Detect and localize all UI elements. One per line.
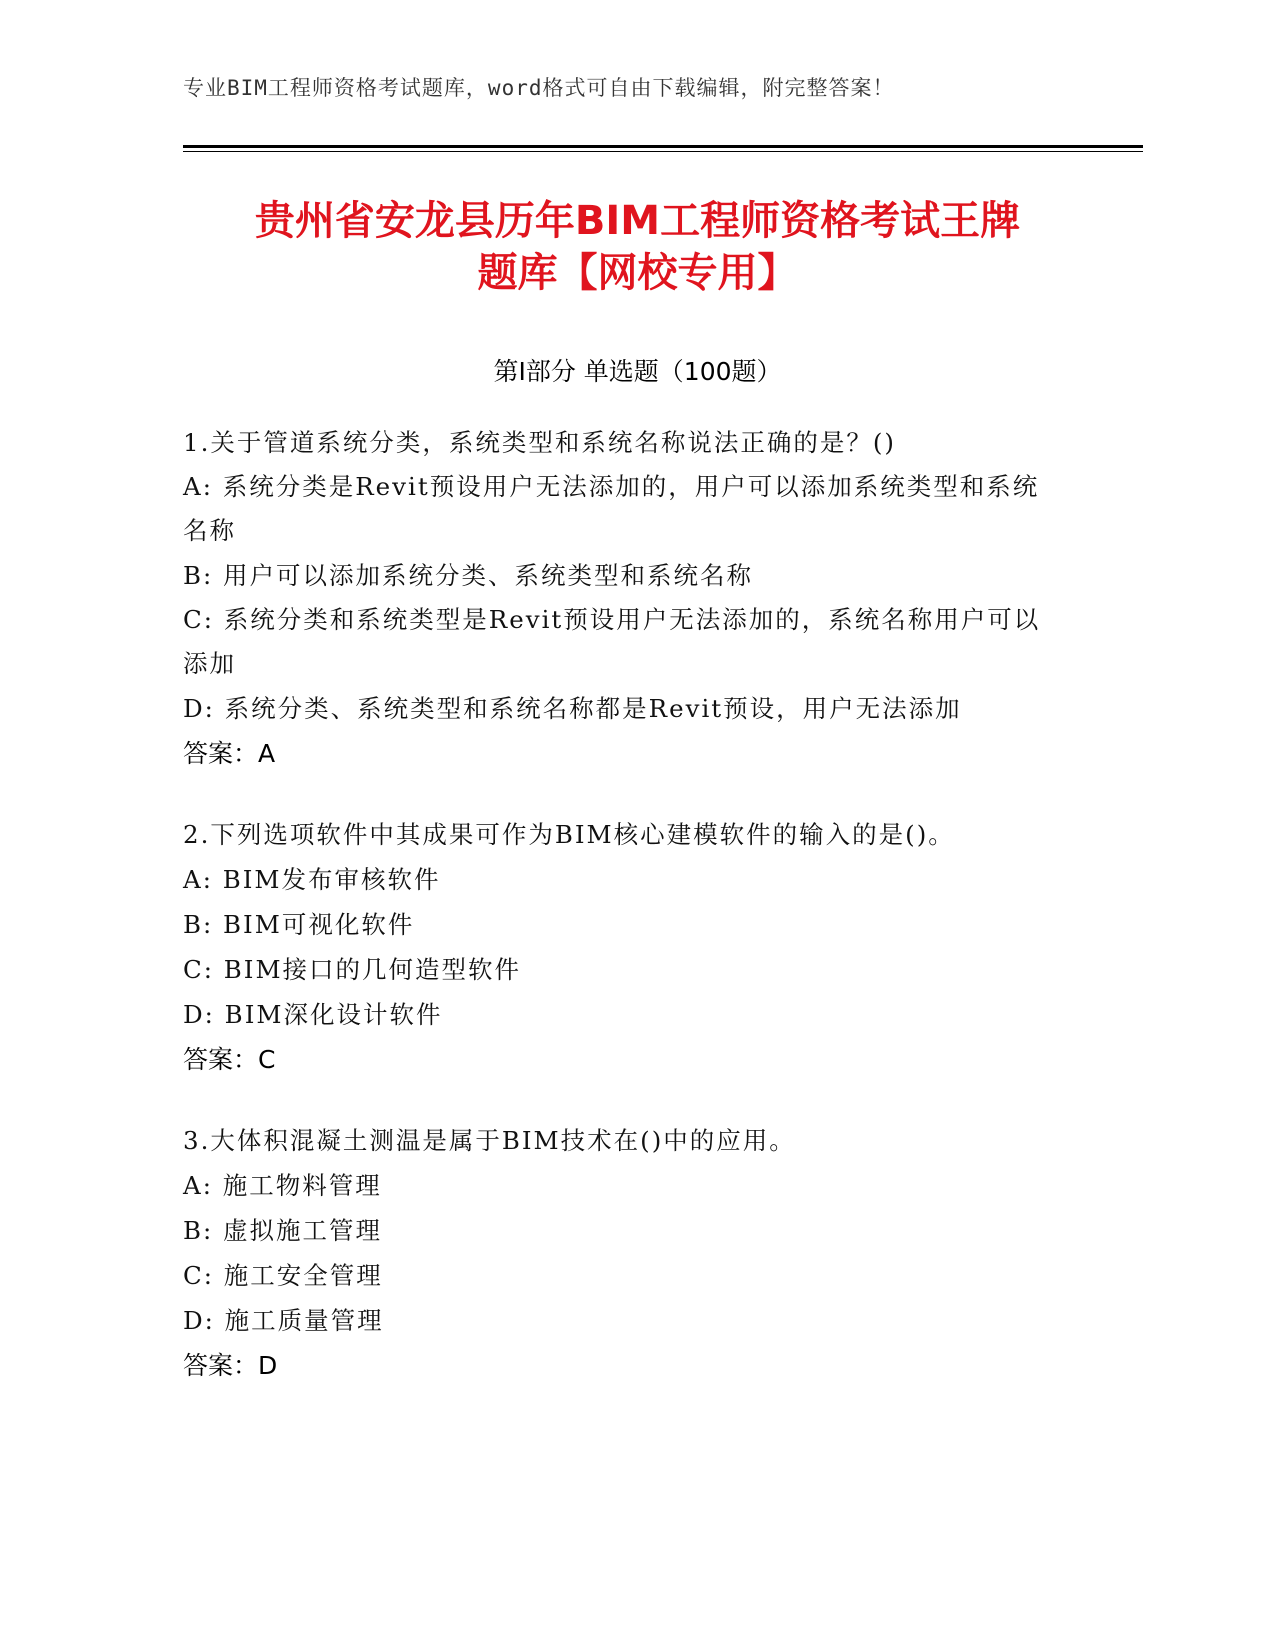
- header-rule-thick: [183, 145, 1143, 148]
- title-line-1: 贵州省安龙县历年BIM工程师资格考试王牌: [254, 198, 1021, 244]
- option-d: D: BIM深化设计软件: [183, 1000, 443, 1029]
- question-stem: 2.下列选项软件中其成果可作为BIM核心建模软件的输入的是()。: [183, 820, 955, 849]
- option-b: B: BIM可视化软件: [183, 910, 415, 939]
- option-c: C: 系统分类和系统类型是Revit预设用户无法添加的，系统名称用户可以添加: [183, 605, 1041, 678]
- answer-label: 答案：D: [183, 1351, 278, 1380]
- answer-label: 答案：C: [183, 1045, 276, 1074]
- document-title: [150, 195, 1125, 299]
- question-2: [183, 812, 1063, 1082]
- answer-label: 答案：A: [183, 739, 276, 768]
- title-line-2: 题库【网校专用】: [477, 250, 798, 296]
- question-stem: 1.关于管道系统分类，系统类型和系统名称说法正确的是？(): [183, 428, 896, 457]
- option-c: C: 施工安全管理: [183, 1261, 383, 1290]
- section-title: 第Ⅰ部分 单选题（100题）: [493, 357, 782, 386]
- question-stem: 3.大体积混凝土测温是属于BIM技术在()中的应用。: [183, 1126, 796, 1155]
- question-3: [183, 1118, 1063, 1388]
- header-note: 专业BIM工程师资格考试题库，word格式可自由下载编辑，附完整答案！: [183, 76, 895, 100]
- option-c: C: BIM接口的几何造型软件: [183, 955, 522, 984]
- option-d: D: 施工质量管理: [183, 1306, 384, 1335]
- option-a: A: BIM发布审核软件: [183, 865, 441, 894]
- option-b: B: 用户可以添加系统分类、系统类型和系统名称: [183, 561, 754, 590]
- option-b: B: 虚拟施工管理: [183, 1216, 383, 1245]
- option-a: A: 施工物料管理: [183, 1171, 382, 1200]
- question-1: [183, 420, 1063, 776]
- header-rule-thin: [183, 151, 1143, 152]
- option-d: D: 系统分类、系统类型和系统名称都是Revit预设，用户无法添加: [183, 694, 962, 723]
- option-a: A: 系统分类是Revit预设用户无法添加的，用户可以添加系统类型和系统名称: [183, 472, 1040, 545]
